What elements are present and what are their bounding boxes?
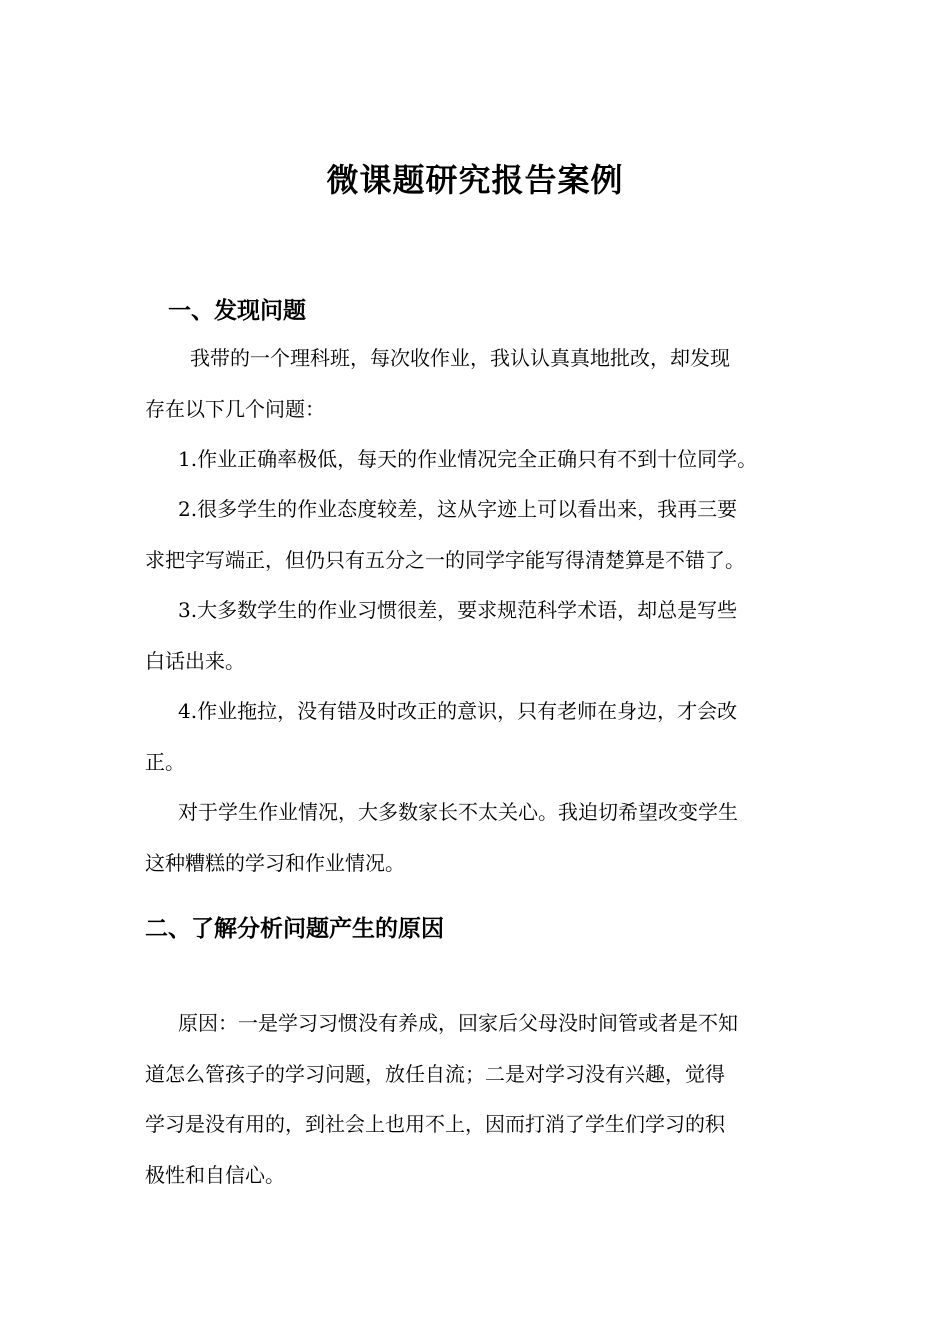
closing-paragraph: [145, 787, 815, 888]
intro-paragraph: [145, 333, 815, 434]
section-heading-analyze-causes: 二、了解分析问题产生的原因: [145, 916, 444, 942]
paragraph-line: 3.大多数学生的作业习惯很差，要求规范科学术语，却总是写些: [178, 598, 738, 622]
paragraph-line: 正。: [145, 749, 185, 774]
paragraph-line: 白话出来。: [145, 648, 245, 673]
paragraph-line: 4.作业拖拉，没有错及时改正的意识，只有老师在身边，才会改: [178, 699, 738, 723]
paragraph-line: 学习是没有用的，到社会上也用不上，因而打消了学生们学习的积: [145, 1112, 725, 1136]
problem-item-2: [145, 484, 815, 585]
problem-item-4: [145, 686, 815, 787]
problem-item-3: [145, 585, 815, 686]
problem-item-1: [145, 434, 815, 485]
reason-paragraph: [145, 998, 815, 1200]
paragraph-line: 原因：一是学习习惯没有养成，回家后父母没时间管或者是不知: [178, 1011, 738, 1035]
paragraph-line: 道怎么管孩子的学习问题，放任自流；二是对学习没有兴趣，觉得: [145, 1061, 725, 1086]
paragraph-line: 极性和自信心。: [145, 1162, 285, 1187]
paragraph-line: 1.作业正确率极低，每天的作业情况完全正确只有不到十位同学。: [178, 447, 758, 471]
section-heading-discover-problem: 一、发现问题: [168, 298, 306, 324]
document-title: 微课题研究报告案例: [326, 161, 624, 199]
paragraph-line: 这种糟糕的学习和作业情况。: [145, 850, 405, 875]
paragraph-line: 求把字写端正，但仍只有五分之一的同学字能写得清楚算是不错了。: [145, 547, 745, 572]
paragraph-line: 对于学生作业情况，大多数家长不太关心。我迫切希望改变学生: [178, 800, 738, 824]
paragraph-line: 2.很多学生的作业态度较差，这从字迹上可以看出来，我再三要: [178, 497, 738, 521]
paragraph-line: 我带的一个理科班，每次收作业，我认认真真地批改，却发现: [190, 346, 730, 370]
paragraph-line: 存在以下几个问题：: [145, 396, 325, 421]
